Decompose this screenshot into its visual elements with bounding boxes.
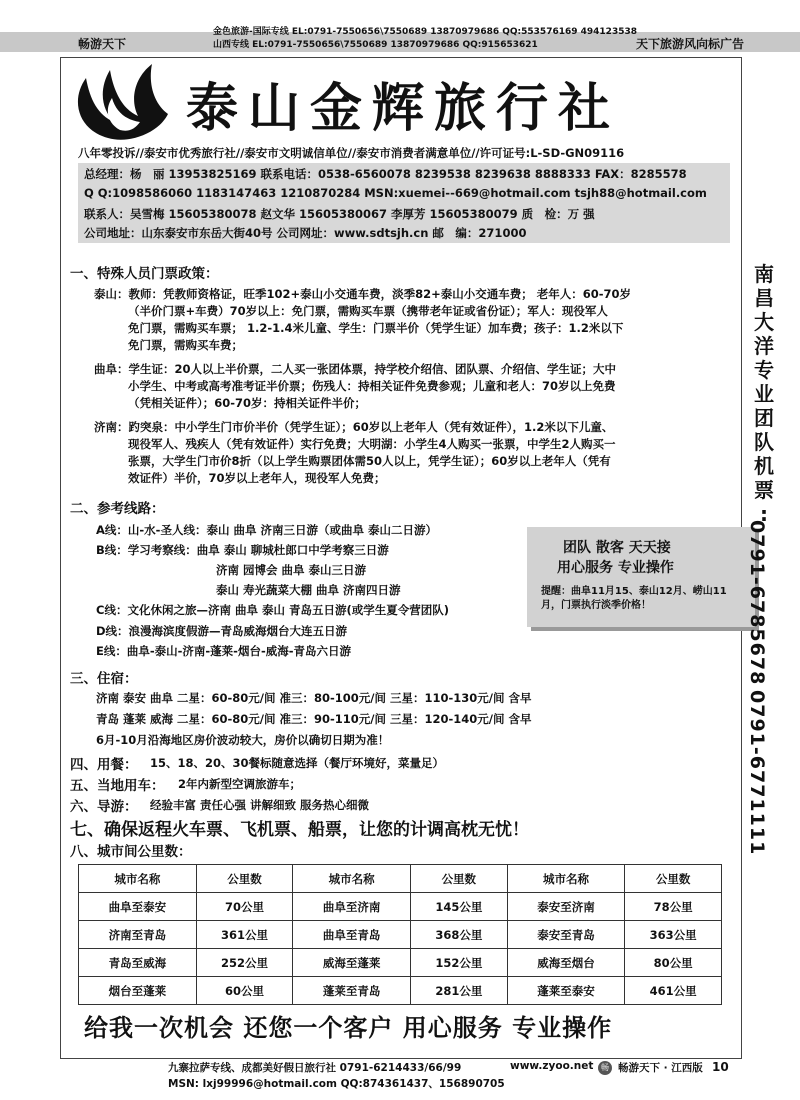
top-banner — [0, 0, 800, 52]
side-ad-title-char: 专 — [754, 358, 774, 382]
table-cell: 361公里 — [196, 921, 293, 949]
page-footer — [0, 1058, 800, 1100]
meal-text: 15、18、20、30餐标随意选择（餐厅环境好，菜量足） — [150, 756, 445, 770]
col-header: 城市名称 — [79, 865, 197, 893]
section4-title: 四、用餐： — [70, 757, 138, 773]
promo-box — [527, 527, 755, 627]
table-cell: 曲阜至济南 — [293, 893, 411, 921]
side-ad-title-char: 洋 — [754, 334, 774, 358]
col-header: 公里数 — [196, 865, 293, 893]
side-ad-title-char: 机 — [754, 454, 774, 478]
table-row — [79, 949, 722, 977]
section6-title: 六、导游： — [70, 799, 138, 815]
col-header: 公里数 — [411, 865, 508, 893]
contact-address-row: 公司地址：山东泰安市东岳大街40号 公司网址：www.sdtsjh.cn 邮 编：271000 — [84, 226, 527, 240]
section2-title: 二、参考线路： — [70, 501, 165, 517]
vehicle-text: 2年内新型空调旅游车； — [178, 777, 302, 791]
table-row — [79, 921, 722, 949]
table-row — [79, 893, 722, 921]
route-line: 济南 园博会 曲阜 泰山三日游 — [216, 563, 367, 577]
table-cell: 152公里 — [411, 949, 508, 977]
table-cell: 252公里 — [196, 949, 293, 977]
table-cell: 曲阜至青岛 — [293, 921, 411, 949]
lodging-line: 6月-10月沿海地区房价波动较大，房价以确切日期为准！ — [96, 733, 390, 747]
page-number: 10 — [712, 1060, 729, 1074]
policy-line: （半价门票+车费）70岁以上：免门票，需购买车票（携带老年证或省份证）；军人：现役军人 — [128, 304, 608, 318]
footer-line-1: 九寨拉萨专线、成都美好假日旅行社 0791-6214433/66/99 — [168, 1062, 462, 1074]
footer-line-2: MSN: lxj99996@hotmail.com QQ:874361437、156890705 — [168, 1078, 505, 1090]
contact-qq-row: Q Q:1098586060 1183147463 1210870284 MSN:xuemei--669@hotmail.com tsjh88@hotmail.com — [84, 186, 707, 200]
table-cell: 78公里 — [625, 893, 722, 921]
section7-title: 七、确保返程火车票、飞机票、船票，让您的计调高枕无忧！ — [70, 820, 529, 840]
company-name: 泰山金辉旅行社 — [186, 78, 621, 139]
col-header: 城市名称 — [293, 865, 411, 893]
table-cell: 蓬莱至青岛 — [293, 977, 411, 1005]
policy-line: 济南：趵突泉：中小学生门市价半价（凭学生证）；60岁以上老年人（凭有效证件），1.2米以下儿童、 — [94, 420, 614, 434]
table-cell: 烟台至蓬莱 — [79, 977, 197, 1005]
side-ad-title-char: 团 — [754, 406, 774, 430]
route-line: D线：浪漫海滨度假游—青岛威海烟台大连五日游 — [96, 624, 348, 638]
policy-line: 免门票，需购买车票； 1.2-1.4米儿童、学生：门票半价（凭学生证）加车费；孩子：1.2米以下 — [128, 321, 624, 335]
route-line: A线：山-水-圣人线：泰山 曲阜 济南三日游（或曲阜 泰山二日游） — [96, 523, 437, 537]
route-line: C线：文化休闲之旅—济南 曲阜 泰山 青岛五日游(或学生夏令营团队) — [96, 603, 449, 617]
company-logo-icon — [68, 60, 178, 142]
guide-text: 经验丰富 责任心强 讲解细致 服务热心细微 — [150, 798, 370, 812]
section5-title: 五、当地用车： — [70, 778, 165, 794]
bottom-slogan: 给我一次机会 还您一个客户 用心服务 专业操作 — [84, 1014, 613, 1042]
side-ad-title-char: 南 — [754, 262, 774, 286]
table-cell: 威海至蓬莱 — [293, 949, 411, 977]
route-line: 泰山 寿光蔬菜大棚 曲阜 济南四日游 — [216, 583, 401, 597]
side-ad-title-char: 队 — [754, 430, 774, 454]
side-ad-title-char: 业 — [754, 382, 774, 406]
table-cell: 368公里 — [411, 921, 508, 949]
promo-line-2: 用心服务 专业操作 — [557, 560, 674, 576]
section8-title: 八、城市间公里数： — [70, 844, 192, 860]
section1-title: 一、特殊人员门票政策： — [70, 266, 219, 282]
table-cell: 威海至烟台 — [507, 949, 625, 977]
policy-line: 免门票，需购买车费； — [128, 338, 243, 352]
policy-line: 效证件）半价，70岁以上老年人，现役军人免费； — [128, 471, 386, 485]
table-cell: 70公里 — [196, 893, 293, 921]
side-ad — [742, 262, 796, 856]
policy-line: （凭相关证件）；60-70岁：持相关证件半价； — [128, 396, 367, 410]
policy-line: 曲阜：学生证：20人以上半价票，二人买一张团体票，持学校介绍信、团队票、介绍信、学生证；大中 — [94, 362, 616, 376]
policy-line: 泰山：教师：凭教师资格证，旺季102+泰山小交通车费，淡季82+泰山小交通车费； 老年人：60-70岁 — [94, 287, 632, 301]
policy-line: 现役军人、残疾人（凭有效证件）实行免费；大明湖：小学生4人购买一张票，中学生2人购买一 — [128, 437, 616, 451]
table-cell: 泰安至济南 — [507, 893, 625, 921]
contact-manager-row: 总经理：杨 丽 13953825169 联系电话：0538-6560078 8239538 8239638 8888333 FAX：8285578 — [84, 167, 687, 181]
table-cell: 80公里 — [625, 949, 722, 977]
route-line: E线：曲阜-泰山-济南-蓬莱-烟台-威海-青岛六日游 — [96, 644, 351, 658]
table-cell: 363公里 — [625, 921, 722, 949]
footer-website: www.zyoo.net — [510, 1060, 594, 1072]
section3-title: 三、住宿： — [70, 671, 138, 687]
table-cell: 泰安至青岛 — [507, 921, 625, 949]
hotline-2: 山西专线 EL:0791-7550656\7550689 13870979686 QQ:915653621 — [213, 40, 538, 50]
promo-reminder: 提醒：曲阜11月15、泰山12月、崂山11月，门票执行淡季价格！ — [541, 586, 727, 611]
side-ad-phone-2: 0791-6771111 — [746, 690, 768, 856]
contact-people-row: 联系人：吴雪梅 15605380078 赵文华 15605380067 李厚芳 15605380079 质 检：万 强 — [84, 207, 595, 221]
table-cell: 461公里 — [625, 977, 722, 1005]
policy-line: 小学生、中考或高考准考证半价票；伤残人：持相关证件免费参观；儿童和老人：70岁以上免费 — [128, 379, 616, 393]
side-ad-title-char: 大 — [754, 310, 774, 334]
policy-line: 张票，大学生门市价8折（以上学生购票团体需50人以上，凭学生证）；60岁以上老年人（凭有 — [128, 454, 611, 468]
side-ad-title-char: 昌 — [754, 286, 774, 310]
contact-block — [78, 163, 730, 243]
table-cell: 曲阜至泰安 — [79, 893, 197, 921]
col-header: 公里数 — [625, 865, 722, 893]
section-title: 天下旅游风向标广告 — [635, 37, 744, 51]
edition-badge-icon: 畅 — [598, 1061, 612, 1075]
side-ad-phone-1: 0791-6785678 — [746, 520, 768, 686]
table-header-row — [79, 865, 722, 893]
side-ad-title-char: : — [760, 502, 768, 526]
table-cell: 145公里 — [411, 893, 508, 921]
table-cell: 青岛至威海 — [79, 949, 197, 977]
table-cell: 281公里 — [411, 977, 508, 1005]
footer-edition: 畅游天下 · 江西版 — [618, 1062, 703, 1074]
magazine-title: 畅游天下 — [78, 37, 127, 51]
table-cell: 60公里 — [196, 977, 293, 1005]
company-slogan: 八年零投诉//泰安市优秀旅行社//泰安市文明诚信单位//泰安市消费者满意单位//许可证号:L-SD-GN09116 — [78, 146, 625, 160]
table-cell: 济南至青岛 — [79, 921, 197, 949]
col-header: 城市名称 — [507, 865, 625, 893]
route-line: B线：学习考察线：曲阜 泰山 聊城杜郎口中学考察三日游 — [96, 543, 389, 557]
side-ad-title — [752, 262, 776, 526]
hotline-1: 金色旅游-国际专线 EL:0791-7550656\7550689 13870979686 QQ:553576169 494123538 — [213, 27, 637, 37]
promo-line-1: 团队 散客 天天接 — [563, 540, 671, 556]
side-ad-title-char: 票 — [754, 478, 774, 502]
table-row — [79, 977, 722, 1005]
table-cell: 蓬莱至泰安 — [507, 977, 625, 1005]
lodging-line: 济南 泰安 曲阜 二星：60-80元/间 准三：80-100元/间 三星：110-130元/间 含早 — [96, 691, 532, 705]
distance-table — [78, 864, 722, 1005]
lodging-line: 青岛 蓬莱 威海 二星：60-80元/间 准三：90-110元/间 三星：120-140元/间 含早 — [96, 712, 532, 726]
